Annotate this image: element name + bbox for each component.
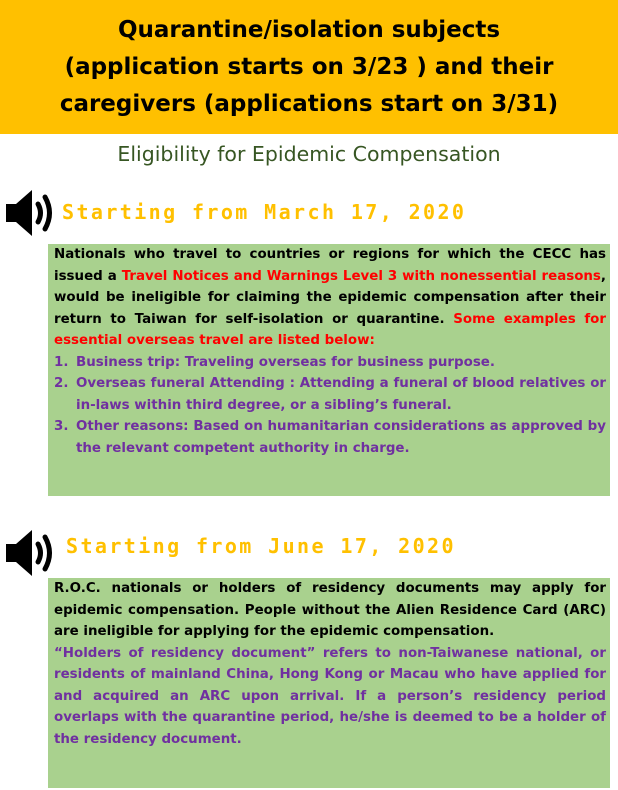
list-item-number: 3. [54,419,69,434]
essential-travel-list [54,352,606,460]
list-item-number: 1. [54,354,69,370]
list-item [54,416,606,459]
section-1-highlight-1: Travel Notices and Warnings Level 3 with nonessential reasons [121,268,601,284]
section-2-heading: Starting from June 17, 2020 [66,534,456,558]
title-banner [0,0,618,134]
section-1-heading: Starting from March 17, 2020 [62,200,467,224]
section-2-paragraph-1: R.O.C. nationals or holders of residency documents may apply for epidemic compensation. People without the Alien Residence Card (ARC) are ineligible for applying for the epidemic compensation. [54,581,606,639]
list-item-text: Overseas funeral Attending : Attending a funeral of blood relatives or in-laws within third degree, or a sibling’s funeral. [76,376,606,413]
section-1-box [48,244,610,496]
section-1-text-b: , would be ineligible for claiming the epidemic compensation after their return to Taiwan for self-isolation or quarantine. [54,268,606,327]
list-item [54,352,606,374]
list-item [54,373,606,416]
list-item-text: Business trip: Traveling overseas for business purpose. [76,354,495,370]
speaker-volume-icon[interactable] [2,184,60,242]
banner-line-3: caregivers (applications start on 3/31) [59,90,559,117]
speaker-volume-icon[interactable] [2,524,60,582]
section-2-paragraph-2: “Holders of residency document” refers to non-Taiwanese national, or residents of mainland China, Hong Kong or Macau who have applied for and acquired an ARC upon arrival. If a person’s residency period overlaps with the quarantine period, he/she is deemed to be a holder of the residency document. [54,645,606,747]
section-1-paragraph [54,244,606,352]
page-subtitle: Eligibility for Epidemic Compensation [117,142,501,166]
banner-line-1: Quarantine/isolation subjects [117,16,501,43]
banner-line-2: (application starts on 3/23 ) and their [64,53,554,80]
list-item-number: 2. [54,376,69,391]
list-item-text: Other reasons: Based on humanitarian considerations as approved by the relevant competent authority in charge. [76,419,606,456]
section-1-highlight-2: Some examples for essential overseas travel are listed below: [54,311,606,348]
section-2-box [48,578,610,788]
section-1-text-a: Nationals who travel to countries or regions for which the CECC has issued a [54,247,606,284]
